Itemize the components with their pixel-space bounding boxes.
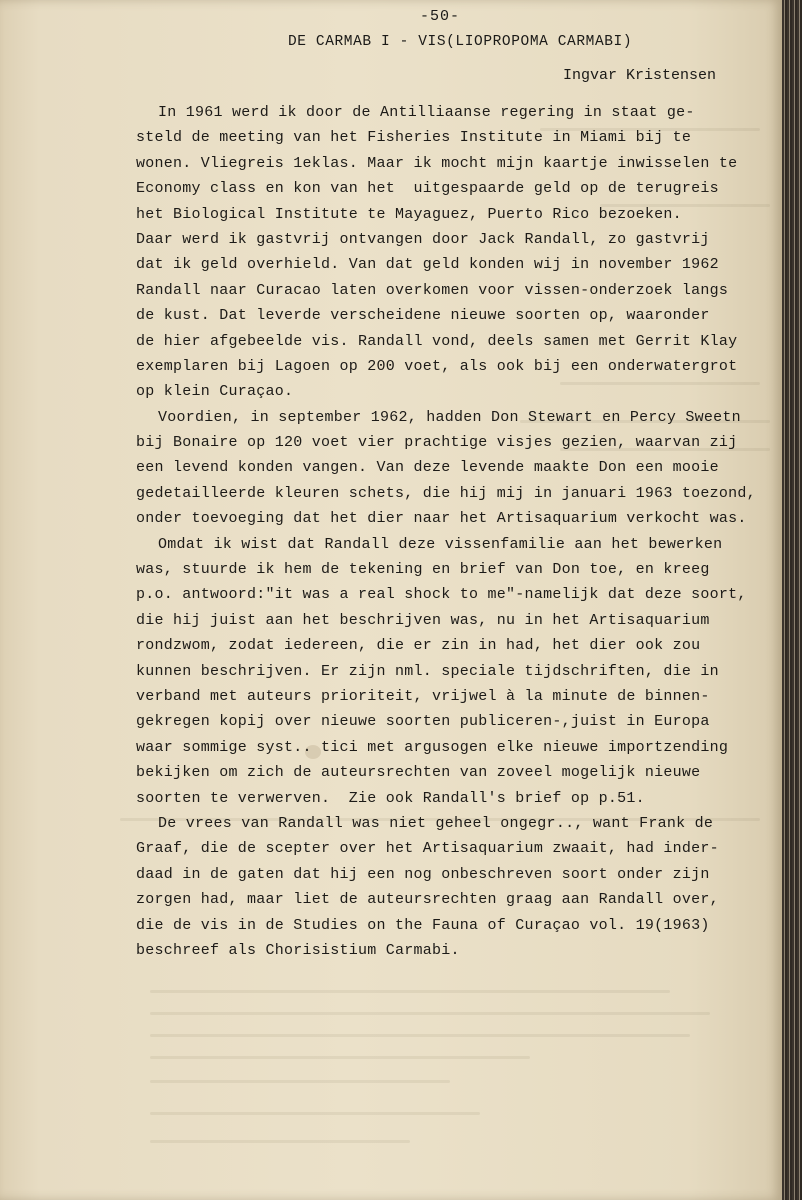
text-line: die de vis in de Studies on the Fauna of Curaçao vol. 19(1963)	[136, 916, 710, 934]
text-line: kunnen beschrijven. Er zijn nml. speciale tijdschriften, die in	[136, 662, 719, 680]
text-line: het Biological Institute te Mayaguez, Puerto Rico bezoeken.	[136, 205, 682, 223]
author-name: Ingvar Kristensen	[563, 67, 717, 84]
paragraph-1	[136, 100, 786, 405]
text-line: waar sommige syst.. tici met argusogen elke nieuwe importzending	[136, 738, 729, 756]
text-line: gedetailleerde kleuren schets, die hij mij in januari 1963 toezond,	[136, 484, 756, 502]
text-line: op klein Curaçao.	[136, 383, 294, 401]
text-line: p.o. antwoord:"it was a real shock to me"-namelijk dat deze soort,	[136, 586, 747, 604]
text-line: Omdat ik wist dat Randall deze vissenfamilie aan het bewerken	[158, 535, 723, 553]
text-line: Economy class en kon van het uitgespaarde geld op de terugreis	[136, 180, 719, 198]
text-line: steld de meeting van het Fisheries Institute in Miami bij te	[136, 129, 692, 147]
text-line: Voordien, in september 1962, hadden Don Stewart en Percy Sweetn	[158, 408, 741, 426]
paragraph-3	[136, 532, 786, 811]
text-line: zorgen had, maar liet de auteursrechten graag aan Randall over,	[136, 891, 719, 909]
page-number: -50-	[420, 8, 461, 25]
text-line: Daar werd ik gastvrij ontvangen door Jack Randall, zo gastvrij	[136, 230, 710, 248]
text-line: beschreef als Chorisistium Carmabi.	[136, 941, 460, 959]
paragraph-2	[136, 405, 786, 532]
text-line: In 1961 werd ik door de Antilliaanse regering in staat ge-	[158, 104, 695, 121]
page-edge-stack	[782, 0, 802, 1200]
text-line: exemplaren bij Lagoen op 200 voet, als ook bij een onderwatergrot	[136, 357, 738, 375]
body-text	[136, 100, 786, 963]
text-line: rondzwom, zodat iedereen, die er zin in had, het dier ook zou	[136, 637, 701, 655]
text-line: gekregen kopij over nieuwe soorten publiceren-,juist in Europa	[136, 713, 710, 731]
text-line: Randall naar Curacao laten overkomen voor vissen-onderzoek langs	[136, 281, 729, 299]
text-line: bekijken om zich de auteursrechten van zoveel mogelijk nieuwe	[136, 764, 701, 782]
text-line: die hij juist aan het beschrijven was, nu in het Artisaquarium	[136, 611, 710, 629]
text-line: was, stuurde ik hem de tekening en brief van Don toe, en kreeg	[136, 561, 710, 579]
text-line: dat ik geld overhield. Van dat geld konden wij in november 1962	[136, 256, 719, 274]
text-line: De vrees van Randall was niet geheel ongegr.., want Frank de	[158, 814, 714, 832]
text-line: onder toevoeging dat het dier naar het Artisaquarium verkocht was.	[136, 510, 747, 528]
text-line: de kust. Dat leverde verscheidene nieuwe soorten op, waaronder	[136, 307, 710, 325]
text-line: wonen. Vliegreis 1eklas. Maar ik mocht mijn kaartje inwisselen te	[136, 154, 738, 172]
text-line: verband met auteurs prioriteit, vrijwel à la minute de binnen-	[136, 687, 710, 705]
paragraph-4	[136, 811, 786, 963]
document-title: DE CARMAB I - VIS(LIOPROPOMA CARMABI)	[288, 34, 633, 50]
text-line: de hier afgebeelde vis. Randall vond, deels samen met Gerrit Klay	[136, 332, 738, 350]
text-line: bij Bonaire op 120 voet vier prachtige visjes gezien, waarvan zij	[136, 434, 738, 452]
text-line: soorten te verwerven. Zie ook Randall's brief op p.51.	[136, 789, 645, 807]
text-line: een levend konden vangen. Van deze levende maakte Don een mooie	[136, 459, 719, 477]
text-line: Graaf, die de scepter over het Artisaquarium zwaait, had inder-	[136, 840, 719, 858]
text-line: daad in de gaten dat hij een nog onbeschreven soort onder zijn	[136, 865, 710, 883]
